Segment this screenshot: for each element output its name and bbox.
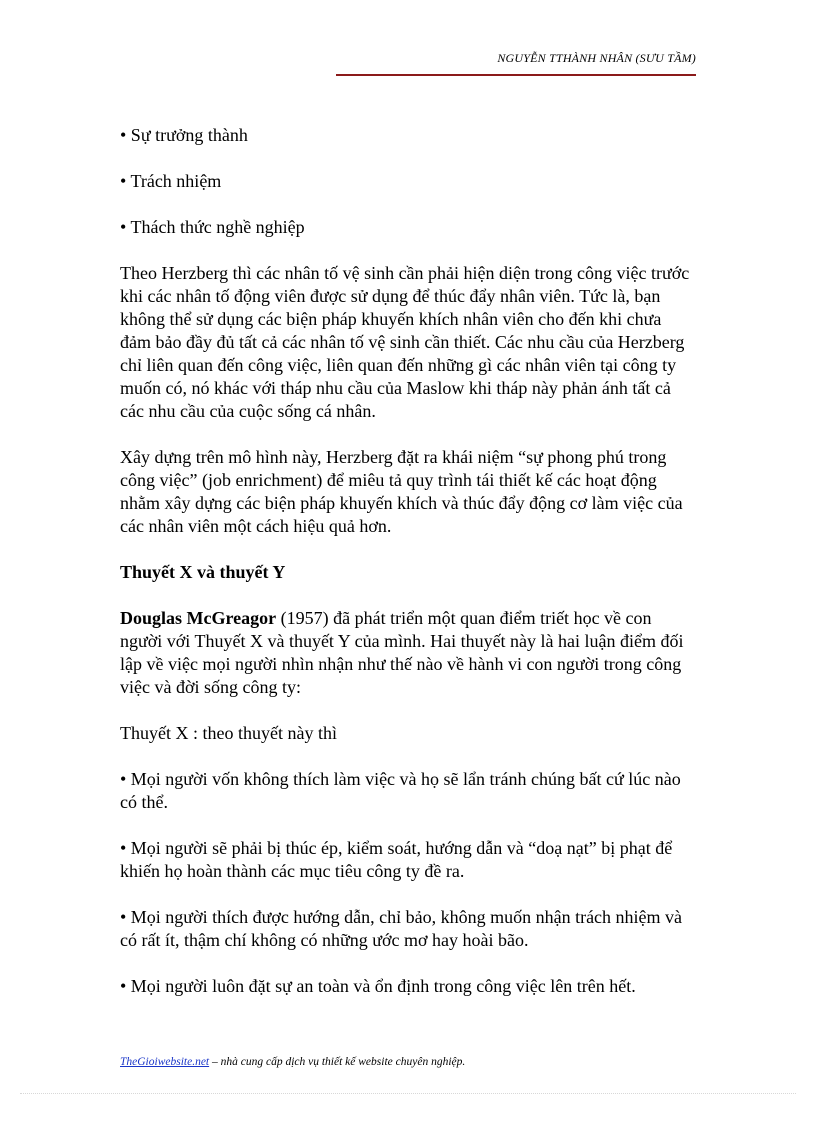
header-divider [336,74,696,76]
body-paragraph [120,607,696,699]
list-item: • Mọi người sẽ phải bị thúc ép, kiểm soát, hướng dẫn và “doạ nạt” bị phạt để khiến họ hoàn thành các mục tiêu công ty đề ra. [120,838,673,881]
page-header-author: NGUYỄN TTHÀNH NHÂN (SƯU TẦM) [497,51,696,65]
author-name: Douglas McGreagor [120,608,277,628]
list-item: • Thách thức nghề nghiệp [120,217,305,237]
list-item: • Mọi người luôn đặt sự an toàn và ổn định trong công việc lên trên hết. [120,976,636,996]
paragraph-text: (1957) đã phát triển một quan điểm triết học về con người với Thuyết X và thuyết Y của mình. Hai thuyết này là hai luận điểm đối lập về việc mọi người nhìn nhận như thế nào về hành vi con người trong công việc và đời sống công ty: [120,608,684,697]
section-heading: Thuyết X và thuyết Y [120,562,286,582]
list-item: • Sự trưởng thành [120,125,248,145]
list-item: • Trách nhiệm [120,171,222,191]
page-footer [120,1056,465,1068]
body-paragraph: Xây dựng trên mô hình này, Herzberg đặt ra khái niệm “sự phong phú trong công việc” (job enrichment) để miêu tả quy trình tái thiết kế các hoạt động nhằm xây dựng các biện pháp khuyến khích và thúc đẩy động cơ làm việc của các nhân viên một cách hiệu quả hơn. [120,447,683,536]
theory-intro: Thuyết X : theo thuyết này thì [120,723,337,743]
document-body [120,124,696,1021]
body-paragraph: Theo Herzberg thì các nhân tố vệ sinh cần phải hiện diện trong công việc trước khi các nhân tố động viên được sử dụng để thúc đẩy nhân viên. Tức là, bạn không thể sử dụng các biện pháp khuyến khích nhân viên cho đến khi chưa đảm bảo đầy đủ tất cả các nhân tố vệ sinh cần thiết. Các nhu cầu của Herzberg chỉ liên quan đến công việc, liên quan đến những gì các nhân viên tại công ty muốn có, nó khác với tháp nhu cầu của Maslow khi tháp này phản ánh tất cả các nhu cầu của cuộc sống cá nhân. [120,263,690,421]
list-item: • Mọi người vốn không thích làm việc và họ sẽ lẩn tránh chúng bất cứ lúc nào có thể. [120,769,681,812]
footer-link[interactable]: TheGioiwebsite.net [120,1056,210,1068]
footer-tagline: – nhà cung cấp dịch vụ thiết kế website chuyên nghiệp. [209,1056,466,1068]
list-item: • Mọi người thích được hướng dẫn, chỉ bảo, không muốn nhận trách nhiệm và có rất ít, thậm chí không có những ước mơ hay hoài bão. [120,907,683,950]
page-bottom-divider [20,1093,796,1094]
